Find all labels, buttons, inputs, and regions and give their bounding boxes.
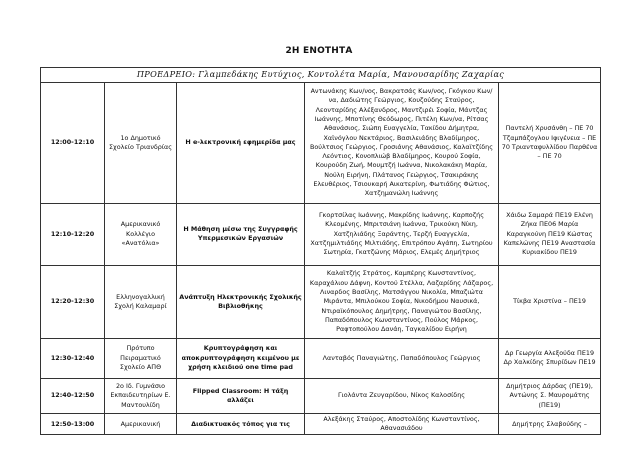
speakers-list: Λανταβός Παναγιώτης, Παπαδόπουλος Γεώργιος — [305, 338, 499, 378]
speakers-list: Αντωνάκης Κων/νος, Βακρατσάς Κων/νος, Γκόγκου Κων/να, Δαδιώτης Γεώργιος, Κουζούδης Σταύρος, Λεονταρίδης Αλέξανδρος, Μαντζιρέι Σοφία, Μάντζας Ιωάννης, Μποτίνης Θεόδωρος, Πιτέλη Κων/να, Ρίτσας Αθανάσιος, Σιώπη Ευαγγελία, Τακίδου Δήμητρα, Χαϊνόγλου Νεκτάριος, Βασιλειάδης Βλαδίμηρος, Βούλτσιος Γεώργιος, Γροσιάνης Αθανάσιος, Καλαϊτζίδης Λεόντιος, Κονοπλιώβ Βλαδίμηρος, Κουρού Σοφία, Κουρούδη Ζωή, Μουμτζή Ιωάννα, Νικολακάκη Μαρία, Νούλη Ειρήνη, Πλάτανος Γεώργιος, Τσακιράκης Ελευθέριος, Τσιουκαρή Αικατερίνη, Φωτιάδης Φώτιος, Χατζημανώλη Ιωάννης — [305, 82, 499, 203]
speakers-list: Γκορτσίλας Ιωάννης, Μακρίδης Ιωάννης, Καρποζής Κλεομένης, Μπριτσιάνη Ιωάννα, Τρικούκη Νίκη, Χατζηλιάδης Ξαράντης, Τερζή Ευαγγελία, Χατζημιλτιάδης Μιλτιάδης, Επιτρόπου Αγάπη, Σωτηρίου Σωτηρία, Γκατζώνης Μάριος, Ελεμές Δημήτριος — [305, 203, 499, 265]
coordinators: Δημήτριος Δάρδας (ΠΕ19), Αντώνης Σ. Μαυρομάτης (ΠΕ19) — [499, 378, 601, 413]
school-name: Ελληνογαλλική Σχολή Καλαμαρί — [105, 265, 177, 338]
table-row — [41, 265, 601, 338]
time-slot: 12:20-12:30 — [41, 265, 105, 338]
table-row — [41, 413, 601, 435]
presentation-topic: Ανάπτυξη Ηλεκτρονικής Σχολικής Βιβλιοθήκης — [177, 265, 305, 338]
table-row — [41, 203, 601, 265]
table-row — [41, 82, 601, 203]
school-name: Αμερικανική — [105, 413, 177, 435]
presentation-topic: Flipped Classroom: Η τάξη αλλάζει — [177, 378, 305, 413]
table-row — [41, 338, 601, 378]
time-slot: 12:50-13:00 — [41, 413, 105, 435]
speakers-list: Καλαϊτζής Στράτος, Καμπέρης Κωνσταντίνος, Καραχάλιου Δάφνη, Κοντού Στέλλα, Λαζαρίδης Λάζαρος, Λιναρδος Βασίλης, Ματσάγγου Νικολία, Μπαζιώτα Μιράντα, Μπιλούκου Σοφία, Νικοδήμου Ναυσικά, Ντιραϊκόπουλος Δημήτρης, Παναγιώτου Βασίλης, Παπαδόπουλος Κωνσταντίνος, Πούλος Μάρκος, Ραφτοπούλου Δανάη, Ταγκαλίδου Ειρήνη — [305, 265, 499, 338]
schedule-table — [40, 67, 601, 435]
time-slot: 12:00-12:10 — [41, 82, 105, 203]
time-slot: 12:10-12:20 — [41, 203, 105, 265]
coordinators: Παντελή Χρυσάνθη – ΠΕ 70 Τζαμπάζογλου Ιφιγένεια – ΠΕ 70 Τριανταφυλλίδου Παρθένα – ΠΕ 70 — [499, 82, 601, 203]
page-title: 2Η ΕΝΟΤΗΤΑ — [285, 46, 353, 56]
school-name: 2ο Ιδ. Γυμνάσιο Εκπαιδευτηρίων Ε. Μαντουλίδη — [105, 378, 177, 413]
presentation-topic: Η Μάθηση μέσω της Συγγραφής Υπερμεσικών Εργασιών — [177, 203, 305, 265]
time-slot: 12:30-12:40 — [41, 338, 105, 378]
school-name: 1ο Δημοτικό Σχολείο Τριανδρίας — [105, 82, 177, 203]
presentation-topic: Η e-λεκτρονική εφημερίδα μας — [177, 82, 305, 203]
coordinators: Δρ Γεωργία Αλεξούδα ΠΕ19 Δρ Χαλκίδης Σπυρίδων ΠΕ19 — [499, 338, 601, 378]
coordinators: Δημήτρης Σλαβούδης – — [499, 413, 601, 435]
presentation-topic: Διαδικτυακός τόπος για τις — [177, 413, 305, 435]
coordinators: Τίκβα Χριστίνα – ΠΕ19 — [499, 265, 601, 338]
presidium-row — [41, 68, 601, 83]
coordinators: Χάιδω Σαμαρά ΠΕ19 Ελένη Ζήκα ΠΕ06 Μαρία Καραγκούνη ΠΕ19 Κώστας Καπελώνης ΠΕ19 Αναστασία Κυριακίδου ΠΕ19 — [499, 203, 601, 265]
school-name: Πρότυπο Πειραματικό Σχολείο ΑΠΘ — [105, 338, 177, 378]
speakers-list: Αλεξάκης Σταύρος, Αποστολίδης Κωνσταντίνος, Αθανασιάδου — [305, 413, 499, 435]
school-name: Αμερικανικό Κολλέγιο «Ανατόλια» — [105, 203, 177, 265]
time-slot: 12:40-12:50 — [41, 378, 105, 413]
table-row — [41, 378, 601, 413]
presentation-topic: Κρυπτογράφηση και αποκρυπτογράφηση κειμένου με χρήση κλειδιού one time pad — [177, 338, 305, 378]
presidium-line: ΠΡΟΕΔΡΕΙΟ: Γλαμπεδάκης Ευτύχιος, Κοντολέτα Μαρία, Μανουσαρίδης Ζαχαρίας — [41, 68, 601, 83]
speakers-list: Γιολάντα Ζευγαρίδου, Νίκος Καλοσίδης — [305, 378, 499, 413]
